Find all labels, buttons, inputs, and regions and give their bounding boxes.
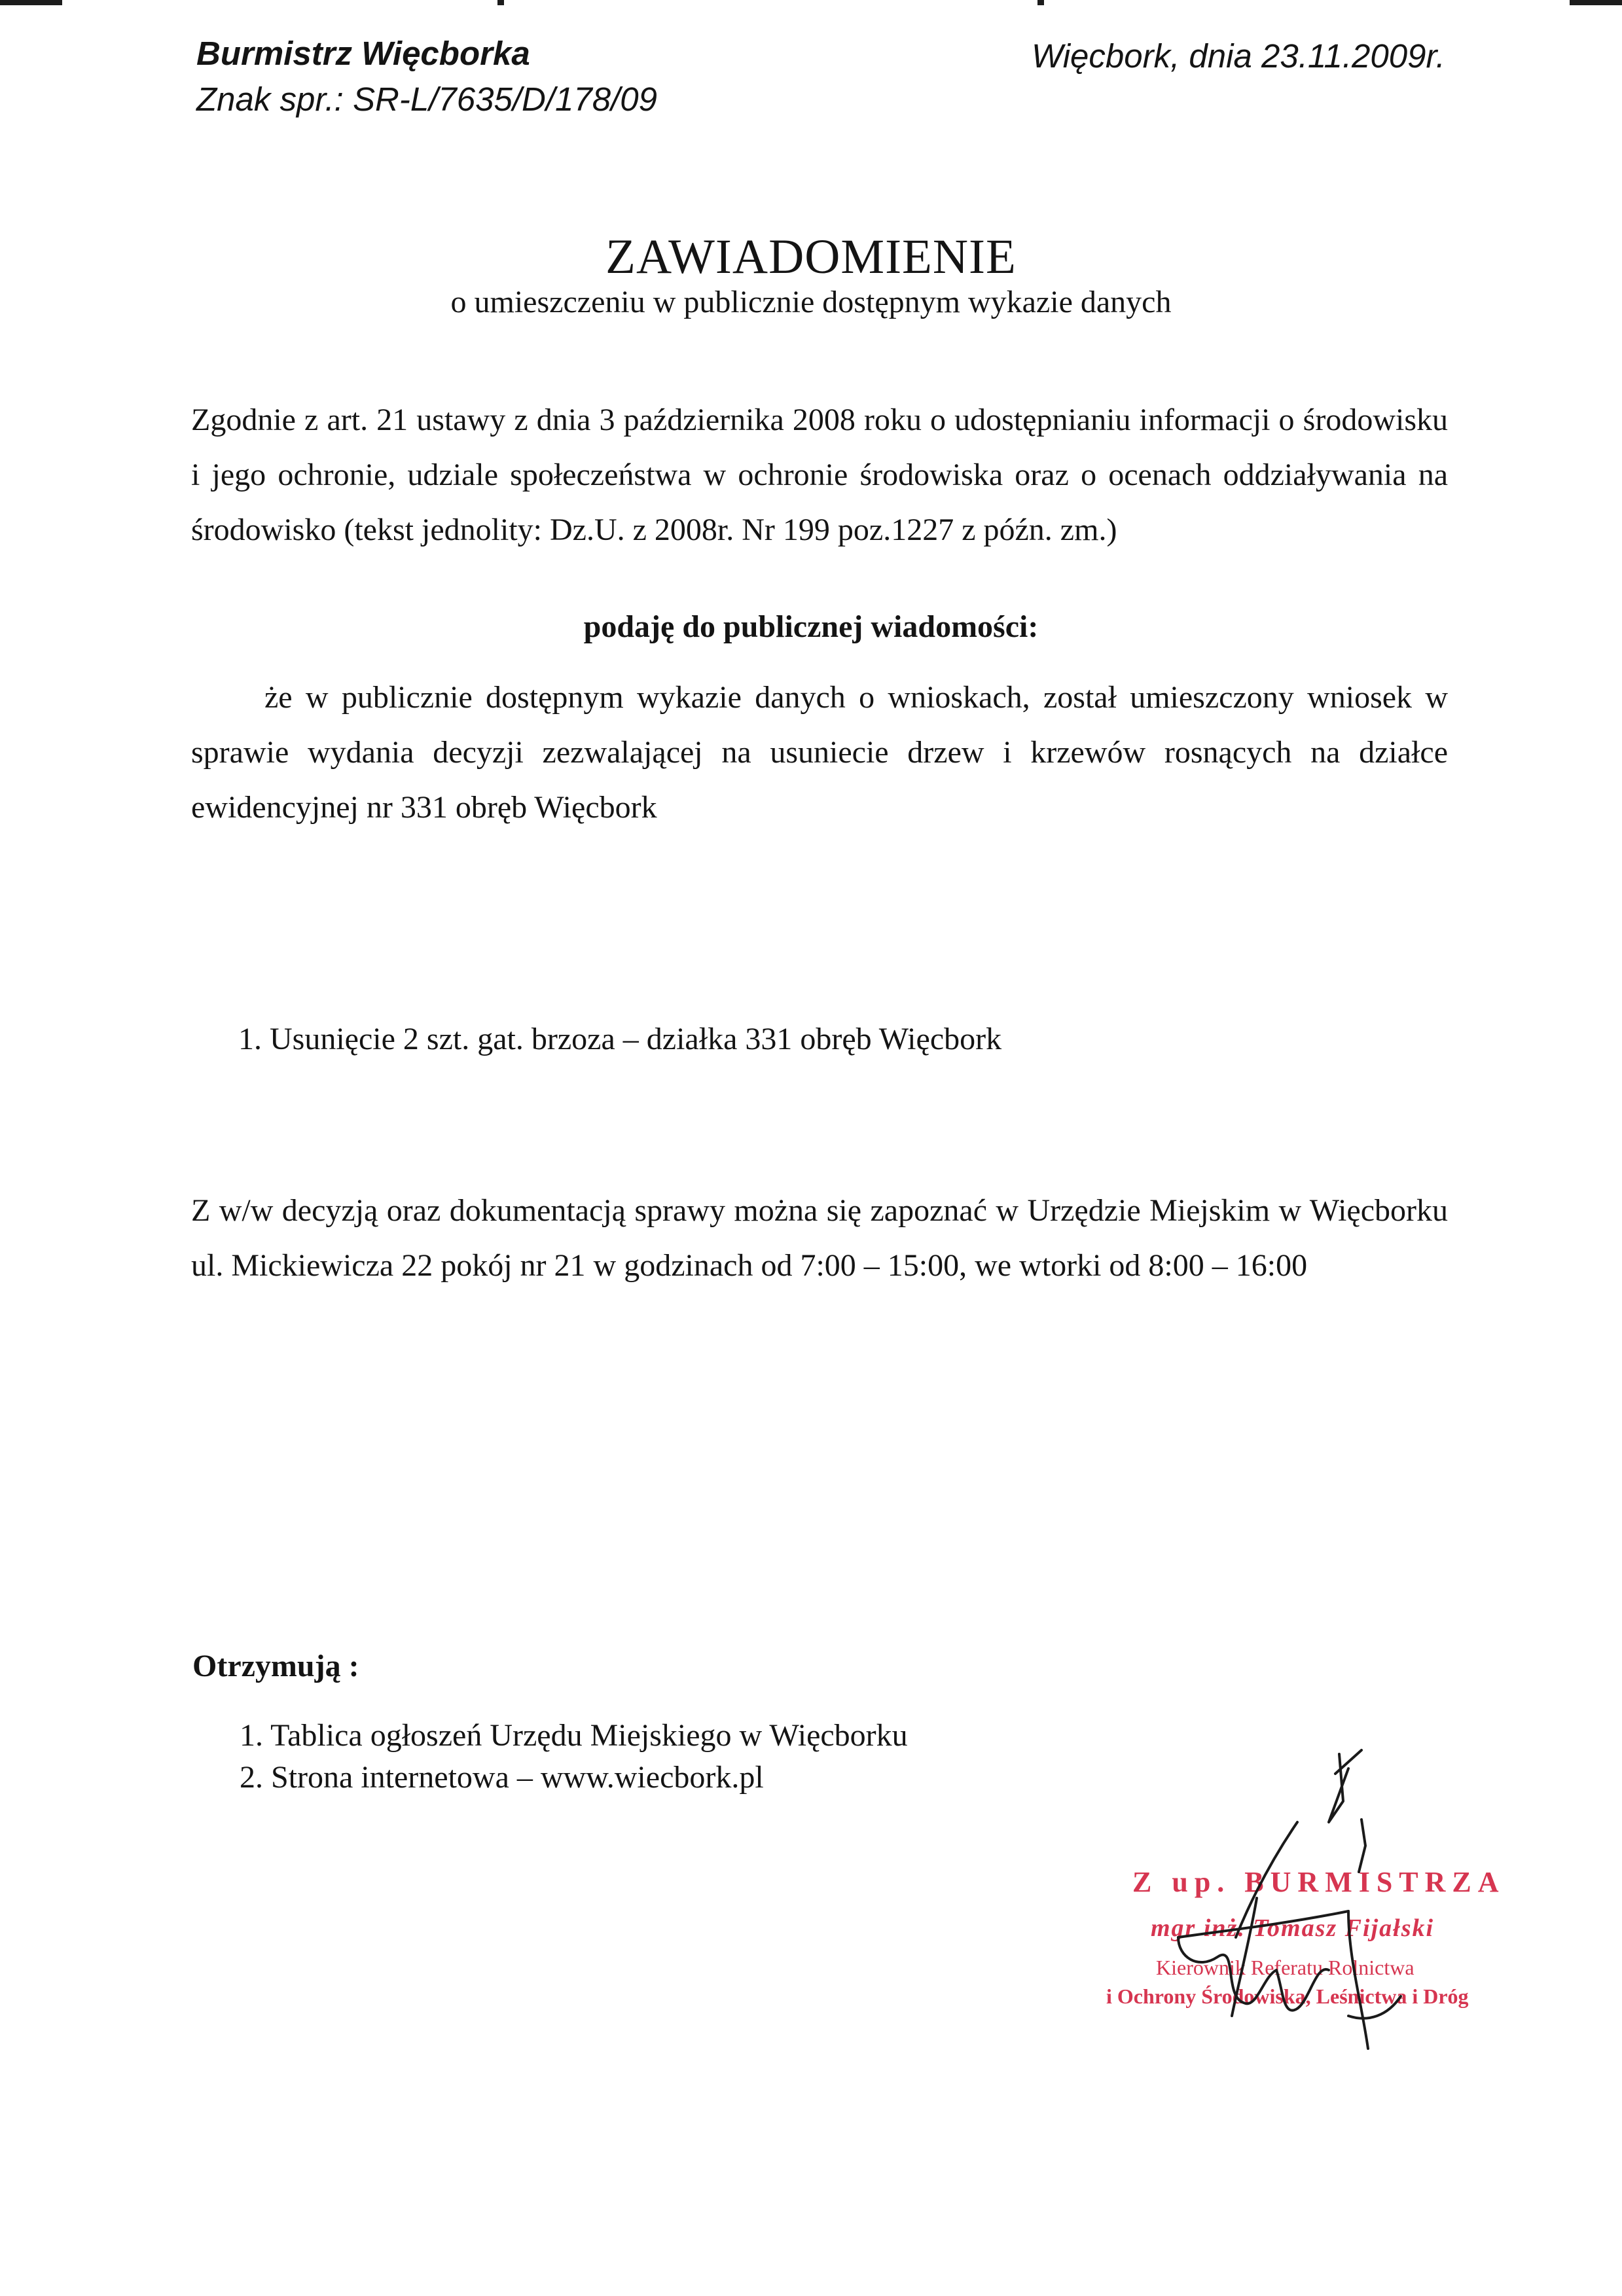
signature (1152, 1741, 1440, 2068)
item-1: 1. Usunięcie 2 szt. gat. brzoza – działka 331 obręb Więcbork (238, 1022, 1002, 1056)
notice-paragraph (191, 670, 1448, 835)
declaration: podaję do publicznej wiadomości: (583, 609, 1039, 644)
reference-number: Znak spr.: SR-L/7635/D/178/09 (196, 81, 657, 118)
scan-edge (497, 0, 504, 5)
document-title: ZAWIADOMIENIE (605, 230, 1017, 284)
notice-text: że w publicznie dostępnym wykazie danych o wnioskach, został umieszczony wniosek w sprawie wydania decyzji zezwalającej na usuniecie drzew i krzewów rosnących na działce ewidencyjnej nr 331 obręb Więcbork (191, 680, 1448, 825)
scan-edge (1037, 0, 1044, 5)
stamp-line: Kierownik Referatu Rolnictwa (1156, 1956, 1415, 1979)
recipient-item: 2. Strona internetowa – www.wiecbork.pl (240, 1760, 764, 1795)
recipient-item: 1. Tablica ogłoszeń Urzędu Miejskiego w Więcborku (240, 1718, 908, 1753)
legal-basis: Zgodnie z art. 21 ustawy z dnia 3 października 2008 roku o udostępnianiu informacji o środowisku i jego ochronie, udziale społeczeństwa w ochronie środowiska oraz o ocenach oddziaływania na środowisko (tekst jednolity: Dz.U. z 2008r. Nr 199 poz.1227 z późn. zm.) (191, 403, 1448, 547)
contact-info: Z w/w decyzją oraz dokumentacją sprawy można się zapoznać w Urzędzie Miejskim w Więcborku ul. Mickiewicza 22 pokój nr 21 w godzinach od 7:00 – 15:00, we wtorki od 8:00 – 16:00 (191, 1193, 1448, 1283)
stamp-line: Z up. BURMISTRZA (1132, 1866, 1505, 1898)
scan-edge (1570, 0, 1622, 5)
scan-edge (0, 0, 62, 5)
document-subtitle: o umieszczeniu w publicznie dostępnym wykazie danych (450, 285, 1172, 319)
recipients-title: Otrzymują : (192, 1649, 359, 1683)
place-date: Więcbork, dnia 23.11.2009r. (1032, 37, 1445, 75)
issuer: Burmistrz Więcborka (196, 35, 530, 72)
stamp-line: mgr inż. Tomasz Fijałski (1151, 1914, 1435, 1942)
stamp-line: i Ochrony Środowiska, Leśnictwa i Dróg (1106, 1984, 1469, 2008)
